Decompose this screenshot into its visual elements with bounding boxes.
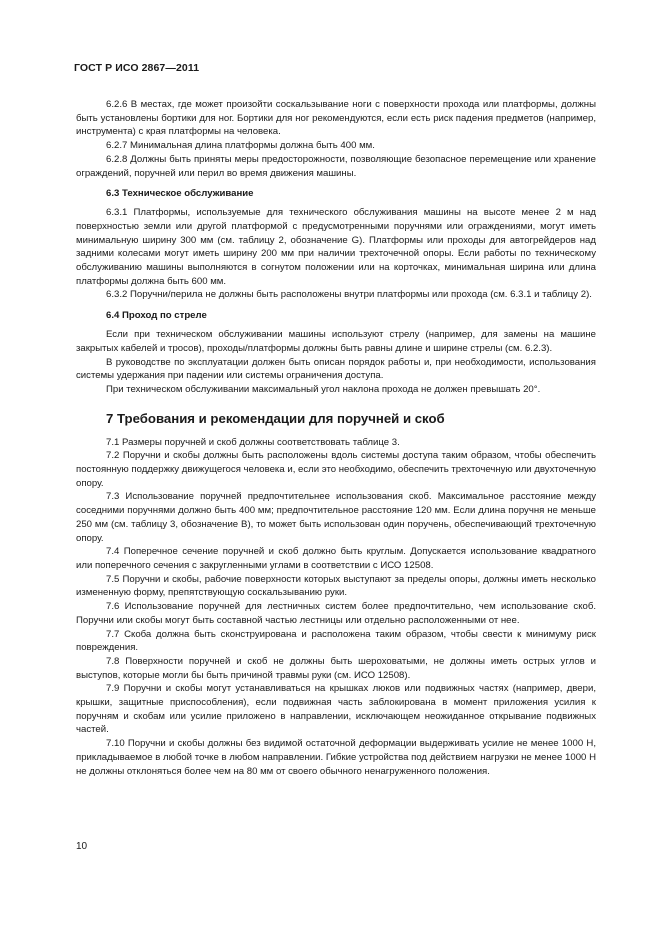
- paragraph: 7.4 Поперечное сечение поручней и скоб должно быть круглым. Допускается использование квадратного или поперечного сечения с закругленными углами в соответствии с ИСО 12508.: [76, 546, 596, 571]
- paragraph: 6.2.7 Минимальная длина платформы должна быть 400 мм.: [106, 140, 375, 152]
- paragraph: 6.2.6 В местах, где может произойти соскальзывание ноги с поверхности прохода или платформы, должны быть установлены бортики для ног. Бортики для ног рекомендуются, если есть риск падения предметов (например, инструмента) с края платформы на человека.: [76, 99, 596, 138]
- paragraph: 7.3 Использование поручней предпочтительнее использования скоб. Максимальное расстояние между соседними поручнями должно быть 400 мм; предпочтительное расстояние 120 мм. Если длина поручня не меньше 250 мм (см. таблицу 3, обозначение B), то может быть использован один поручень, обеспечивающий трехточечную опору.: [76, 491, 596, 544]
- document-body: [76, 98, 596, 778]
- paragraph: 6.3.1 Платформы, используемые для технического обслуживания машины на высоте менее 2 м над поверхностью земли или другой платформой с предусмотренными поручнями или ограждениями, могут иметь минимальную ширину 300 мм (см. таблицу 2, обозначение G). Платформы или проходы для автогрейдеров над задними колесами могут иметь ширину 200 мм при наличии трехточечной опоры. Если работы по техническому обслуживанию машины выполняются в согнутом положении или на корточках, минимальная ширина или длина платформы должна быть 600 мм.: [76, 207, 596, 287]
- section-heading: 7 Требования и рекомендации для поручней и скоб: [106, 410, 445, 426]
- subsection-heading: 6.3 Техническое обслуживание: [106, 188, 254, 200]
- paragraph: 7.10 Поручни и скобы должны без видимой остаточной деформации выдерживать усилие не менее 1000 Н, прикладываемое в любой точке в любом направлении. Гибкие устройства под действием нагрузки не менее 1000 Н не должны отклоняться более чем на 80 мм от своего обычного ненагруженного положения.: [76, 738, 596, 777]
- paragraph: В руководстве по эксплуатации должен быть описан порядок работы и, при необходимости, использования системы удержания при падении или системы ограничения доступа.: [76, 356, 596, 382]
- paragraph: 7.6 Использование поручней для лестничных систем более предпочтительно, чем использование скоб. Поручни или скобы могут быть составной частью лестницы или отдельно расположенными от нее.: [76, 601, 596, 626]
- paragraph: При техническом обслуживании максимальный угол наклона прохода не должен превышать 20°.: [106, 383, 541, 395]
- paragraph: 7.2 Поручни и скобы должны быть расположены вдоль системы доступа таким образом, чтобы обеспечить постоянную поддержку движущегося человека и, если это необходимо, обеспечить трехточечную или двухточечную опору.: [76, 450, 597, 489]
- paragraph: 7.1 Размеры поручней и скоб должны соответствовать таблице 3.: [106, 436, 400, 448]
- paragraph: 7.5 Поручни и скобы, рабочие поверхности которых выступают за пределы опоры, должны иметь несколько измененную форму, препятствующую соскальзыванию руки.: [76, 573, 596, 599]
- page-number: 10: [76, 841, 88, 852]
- document-header: ГОСТ Р ИСО 2867—2011: [74, 62, 200, 74]
- paragraph: 6.3.2 Поручни/перила не должны быть расположены внутри платформы или прохода (см. 6.3.1 и таблицу 2).: [106, 289, 592, 301]
- paragraph: 7.7 Скоба должна быть сконструирована и расположена таким образом, чтобы свести к минимуму риск повреждения.: [76, 628, 596, 654]
- subsection-heading: 6.4 Проход по стреле: [106, 310, 207, 322]
- paragraph: 6.2.8 Должны быть приняты меры предосторожности, позволяющие безопасное перемещение или хранение ограждений, поручней или перил во время движения машины.: [76, 153, 596, 179]
- paragraph: 7.8 Поверхности поручней и скоб не должны быть шероховатыми, не должны иметь острых углов и выступов, которые могли бы быть причиной травмы руки (см. ИСО 12508).: [76, 655, 596, 681]
- paragraph: 7.9 Поручни и скобы могут устанавливаться на крышках люков или подвижных частях (например, двери, крышки, защитные приспособления), если подвижная часть заблокирована в момент приложения усилия к поручням и скобам или усилие приложено в направлении, исключающем неожиданное открывание подвижных частей.: [76, 683, 596, 736]
- paragraph: Если при техническом обслуживании машины используют стрелу (например, для замены на машине закрытых кабелей и тросов), проходы/платформы должны быть равны длине и ширине стрелы (см. 6.2.3).: [76, 329, 596, 354]
